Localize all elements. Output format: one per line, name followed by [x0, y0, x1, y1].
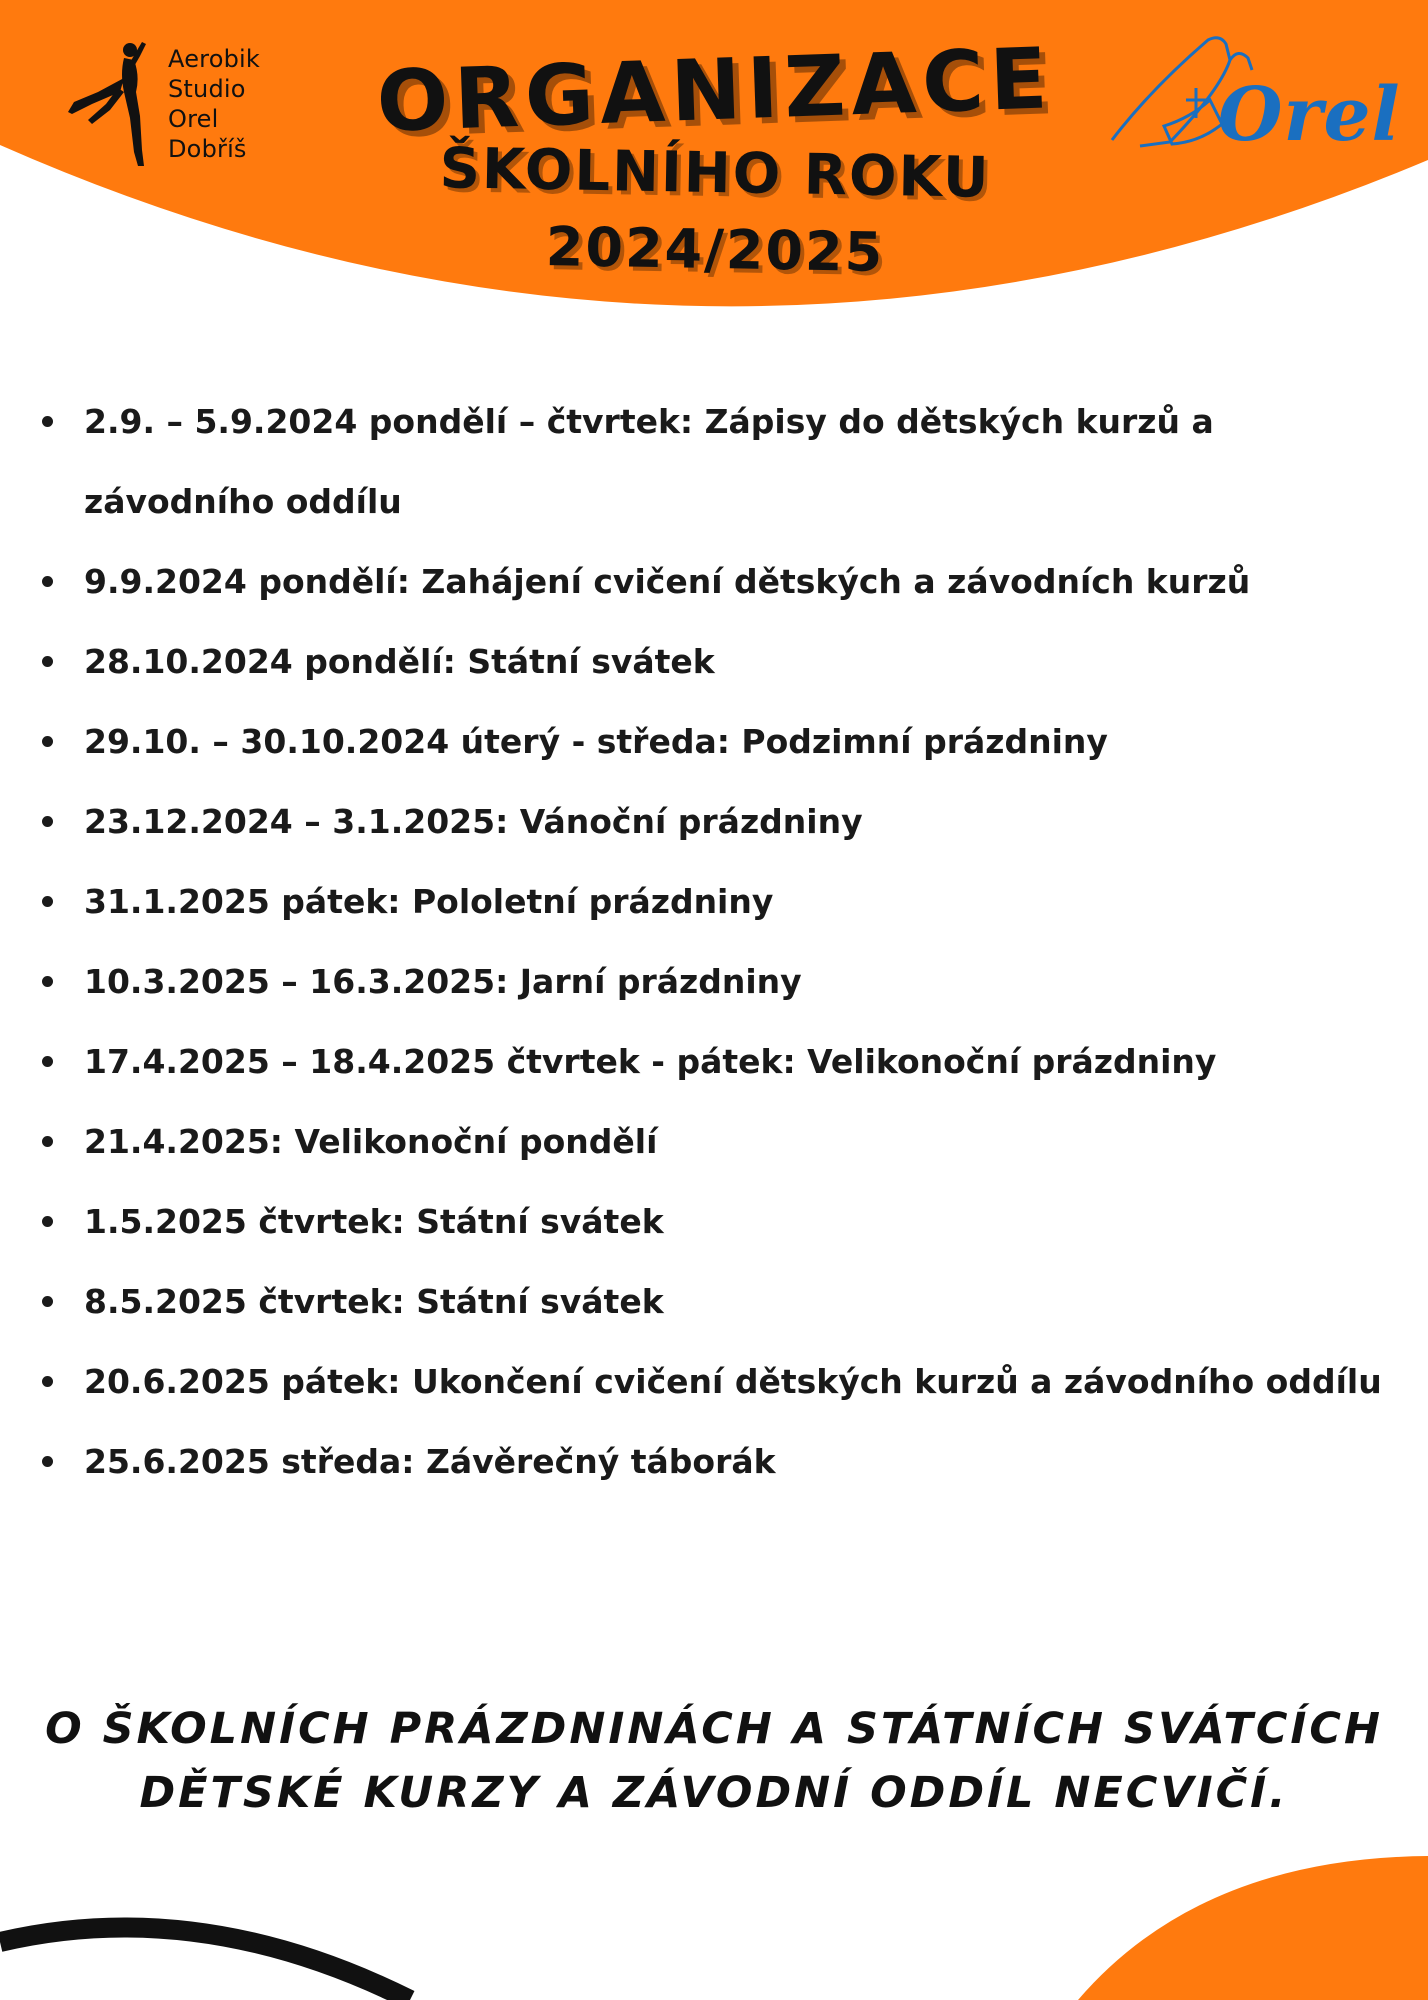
schedule-item-text: 8.5.2025 čtvrtek: Státní svátek	[84, 1282, 664, 1321]
bullet-icon	[42, 896, 53, 907]
bullet-icon	[42, 416, 53, 427]
schedule-item-text: 31.1.2025 pátek: Pololetní prázdniny	[84, 882, 774, 921]
schedule-item-text: 28.10.2024 pondělí: Státní svátek	[84, 642, 715, 681]
footer-black-arc	[0, 1927, 410, 2000]
bullet-icon	[42, 1216, 53, 1227]
bullet-icon	[42, 576, 53, 587]
logo-line-1: Aerobik	[168, 45, 260, 73]
schedule-item	[40, 942, 1410, 1022]
schedule-list	[40, 382, 1410, 1502]
orel-logo	[1110, 30, 1410, 160]
bullet-icon	[42, 816, 53, 827]
schedule-item	[40, 382, 1410, 542]
bullet-icon	[42, 656, 53, 667]
schedule-item-text: 23.12.2024 – 3.1.2025: Vánoční prázdniny	[84, 802, 863, 841]
schedule-item-text: 2.9. – 5.9.2024 pondělí – čtvrtek: Zápisy do dětských kurzů a závodního oddílu	[84, 402, 1214, 521]
schedule-item-text: 17.4.2025 – 18.4.2025 čtvrtek - pátek: Velikonoční prázdniny	[84, 1042, 1217, 1081]
schedule-item	[40, 702, 1410, 782]
schedule-item-text: 20.6.2025 pátek: Ukončení cvičení dětských kurzů a závodního oddílu	[84, 1362, 1382, 1401]
dancer-silhouette-icon	[62, 40, 162, 170]
bullet-icon	[42, 736, 53, 747]
logo-line-3: Orel	[168, 105, 219, 133]
bullet-icon	[42, 1376, 53, 1387]
note-line-2: DĚTSKÉ KURZY A ZÁVODNÍ ODDÍL NECVIČÍ.	[139, 1768, 1289, 1818]
orel-logo-text: Orel	[1218, 72, 1401, 158]
closure-note	[20, 1697, 1408, 1825]
footer-orange-corner	[1078, 1856, 1428, 2000]
aerobik-studio-logo	[62, 40, 287, 170]
schedule-item-text: 21.4.2025: Velikonoční pondělí	[84, 1122, 658, 1161]
schedule-item	[40, 622, 1410, 702]
schedule-item	[40, 1022, 1410, 1102]
bullet-icon	[42, 1136, 53, 1147]
schedule-item-text: 25.6.2025 středa: Závěrečný táborák	[84, 1442, 776, 1481]
bullet-icon	[42, 976, 53, 987]
schedule-item-text: 1.5.2025 čtvrtek: Státní svátek	[84, 1202, 664, 1241]
schedule-item-text: 29.10. – 30.10.2024 úterý - středa: Podzimní prázdniny	[84, 722, 1108, 761]
schedule-item	[40, 782, 1410, 862]
schedule-item	[40, 1182, 1410, 1262]
schedule-item	[40, 1262, 1410, 1342]
schedule-item	[40, 542, 1410, 622]
schedule-item	[40, 1422, 1410, 1502]
bullet-icon	[42, 1456, 53, 1467]
page-title	[290, 29, 1140, 290]
schedule-item	[40, 1342, 1410, 1422]
logo-line-4: Dobříš	[168, 135, 247, 163]
bullet-icon	[42, 1296, 53, 1307]
schedule-item-text: 9.9.2024 pondělí: Zahájení cvičení dětských a závodních kurzů	[84, 562, 1251, 601]
title-line-2: ŠKOLNÍHO ROKU	[439, 136, 991, 211]
bullet-icon	[42, 1056, 53, 1067]
schedule-item-text: 10.3.2025 – 16.3.2025: Jarní prázdniny	[84, 962, 802, 1001]
schedule-item	[40, 862, 1410, 942]
logo-line-2: Studio	[168, 75, 246, 103]
schedule-item	[40, 1102, 1410, 1182]
note-line-1: O ŠKOLNÍCH PRÁZDNINÁCH A STÁTNÍCH SVÁTCÍCH	[45, 1704, 1383, 1754]
title-line-1: ORGANIZACE	[375, 29, 1055, 151]
title-line-3: 2024/2025	[545, 215, 885, 284]
